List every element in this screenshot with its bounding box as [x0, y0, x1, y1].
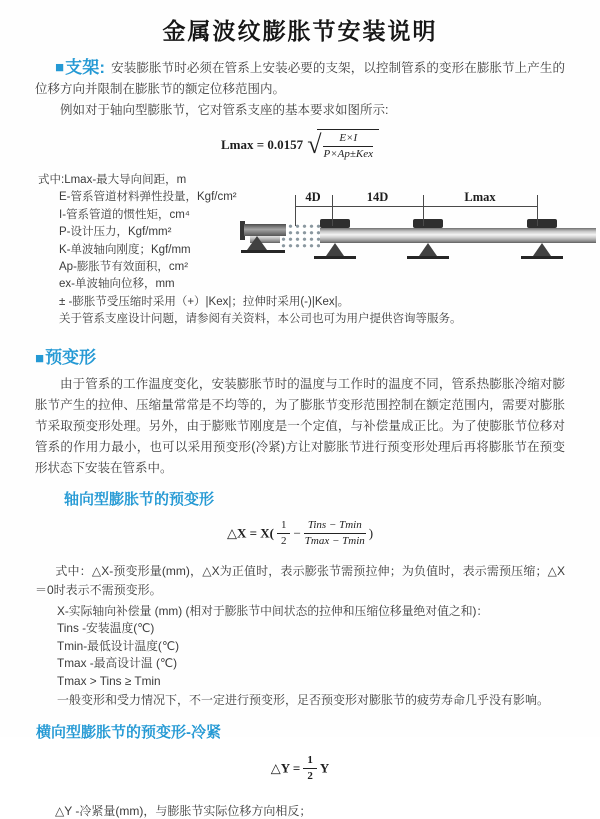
definition-line: Tmax > Tins ≥ Tmin	[57, 673, 161, 688]
guide-support	[313, 219, 357, 259]
lmax-fraction	[323, 132, 373, 161]
anchor-support	[240, 221, 288, 261]
support-section-heading: 支架:	[65, 58, 106, 77]
support-pedestal	[533, 243, 551, 256]
anchor-base	[241, 250, 285, 253]
fraction-denominator: Tmax − Tmin	[304, 534, 365, 547]
dimension-tick	[537, 195, 538, 226]
lateral-coldtight-formula	[0, 754, 600, 786]
pipe-support-diagram	[248, 190, 598, 289]
axial-explain-paragraph: 式中：△X-预变形量(mm)，△X为正值时，表示膨张节需预拉伸；为负值时，表示需预压缩；△X＝0时表示不需预变形。	[35, 563, 565, 597]
definition-line: P-设计压力，Kgf/mm²	[59, 226, 172, 239]
support-base	[521, 256, 563, 259]
support-base	[407, 256, 449, 259]
page-title: 金属波纹膨胀节安装说明	[162, 18, 438, 44]
lateral-formula-lhs: △Y =	[270, 760, 301, 776]
lmax-formula	[0, 129, 600, 165]
guide-support	[406, 219, 450, 259]
anchor-pedestal	[247, 236, 267, 250]
definition-line: Tins -安装温度(℃)	[57, 621, 155, 636]
fraction-numerator: 1	[303, 754, 317, 769]
lateral-formula-rhs: Y	[319, 760, 330, 776]
lateral-subsection-heading: 横向型膨胀节的预变形-冷紧	[36, 724, 221, 742]
section-square-icon: ■	[35, 349, 45, 367]
axial-formula-lhs: △X = X(	[226, 525, 274, 541]
fraction-denominator: 2	[280, 534, 287, 547]
pipe-stub	[244, 224, 286, 236]
support-pedestal	[326, 243, 344, 256]
axial-definitions-list	[57, 603, 600, 691]
lmax-fraction-denominator: P×Ap±Kex	[323, 148, 373, 160]
support-pedestal	[419, 243, 437, 256]
fraction-numerator: 1	[277, 519, 291, 534]
radicand	[317, 129, 379, 161]
temperature-fraction	[304, 519, 366, 548]
dimension-label-lmax: Lmax	[464, 190, 496, 204]
definition-line: ex-单波轴向位移，mm	[59, 278, 175, 291]
axial-closing-line: 一般变形和受力情况下，不一定进行预变形，足否预变形对膨胀节的疲劳寿命几乎没有影响。	[57, 693, 550, 708]
lmax-fraction-numerator: E×I	[323, 132, 373, 147]
fraction-numerator: Tins − Tmin	[304, 519, 366, 534]
dimension-label-4d: 4D	[305, 190, 321, 204]
support-base	[314, 256, 356, 259]
one-half-fraction	[277, 519, 291, 548]
support-intro-text: 安装膨胀节时必须在管系上安装必要的支架，以控制管系的变形在膨胀节上产生的位移方向并限制在膨胀节的额定位移范围内。	[35, 61, 565, 96]
pipe-clamp	[320, 219, 350, 228]
definition-line: X-实际轴向补偿量 (mm) (相对于膨胀节中间状态的拉伸和压缩位移量绝对值之和)：	[57, 603, 489, 618]
predeform-section-heading-row	[35, 343, 600, 368]
axial-subsection-heading: 轴向型膨胀节的预变形	[64, 490, 215, 508]
definition-line: 关于管系支座设计问题，请参阅有关资料，本公司也可为用户提供咨询等服务。	[59, 313, 462, 326]
definition-line: ± -膨胀节受压缩时采用（+）|Kex|；拉伸时采用(-)|Kex|。	[59, 295, 350, 308]
minus-operator: −	[293, 525, 301, 541]
one-half-fraction	[303, 754, 317, 783]
fraction-denominator: 2	[307, 770, 313, 783]
definition-line: I-管系管道的惯性矩，cm⁴	[59, 208, 190, 221]
pipe-clamp	[527, 219, 557, 228]
definition-line: 式中:Lmax-最大导向间距，m	[38, 174, 187, 186]
support-example-line: 例如对于轴向型膨胀节，它对管系支座的基本要求如图所示:	[60, 103, 389, 117]
axial-predeform-formula	[0, 519, 600, 553]
definition-line: Tmax -最高设计温 (℃)	[57, 656, 178, 671]
section-square-icon: ■	[55, 59, 65, 76]
dimension-label-14d: 14D	[366, 190, 389, 204]
pipe-clamp	[413, 219, 443, 228]
closing-paren: )	[368, 525, 374, 541]
support-intro-paragraph	[35, 57, 565, 100]
lateral-note-line: △Y -冷紧量(mm)，与膨胀节实际位移方向相反；	[55, 804, 312, 819]
guide-support	[520, 219, 564, 259]
lmax-formula-lhs: Lmax = 0.0157	[221, 137, 304, 152]
definition-line: K-单波轴向刚度；Kgf/mm	[59, 243, 191, 256]
predeform-body-paragraph: 由于管系的工作温度变化，安装膨胀节时的温度与工作时的温度不同，管系热膨胀冷缩对膨胀节产生的拉伸、压缩量常常是不均等的，为了膨胀节变形范围控制在额定范围内，需要对膨胀节采取预变形处理。另外，由于膨账节刚度是一个定值，与补偿量成正比。为了使膨胀节位移对管系的作用力最小，也可以采用预变形(冷紧)方让对膨胀节进行预变形处理后再将膨胀节在预变形状态下安装在管系中。	[35, 376, 565, 475]
definition-line: Ap-膨胀节有效面积，cm²	[59, 261, 189, 274]
definition-line: Tmin-最低设计温度(℃)	[57, 638, 180, 653]
radical-sign: √	[307, 130, 322, 159]
definition-line: E-管系管道材料弹性投量，Kgf/cm²	[59, 191, 237, 204]
predeform-section-heading: 预变形	[45, 347, 97, 367]
